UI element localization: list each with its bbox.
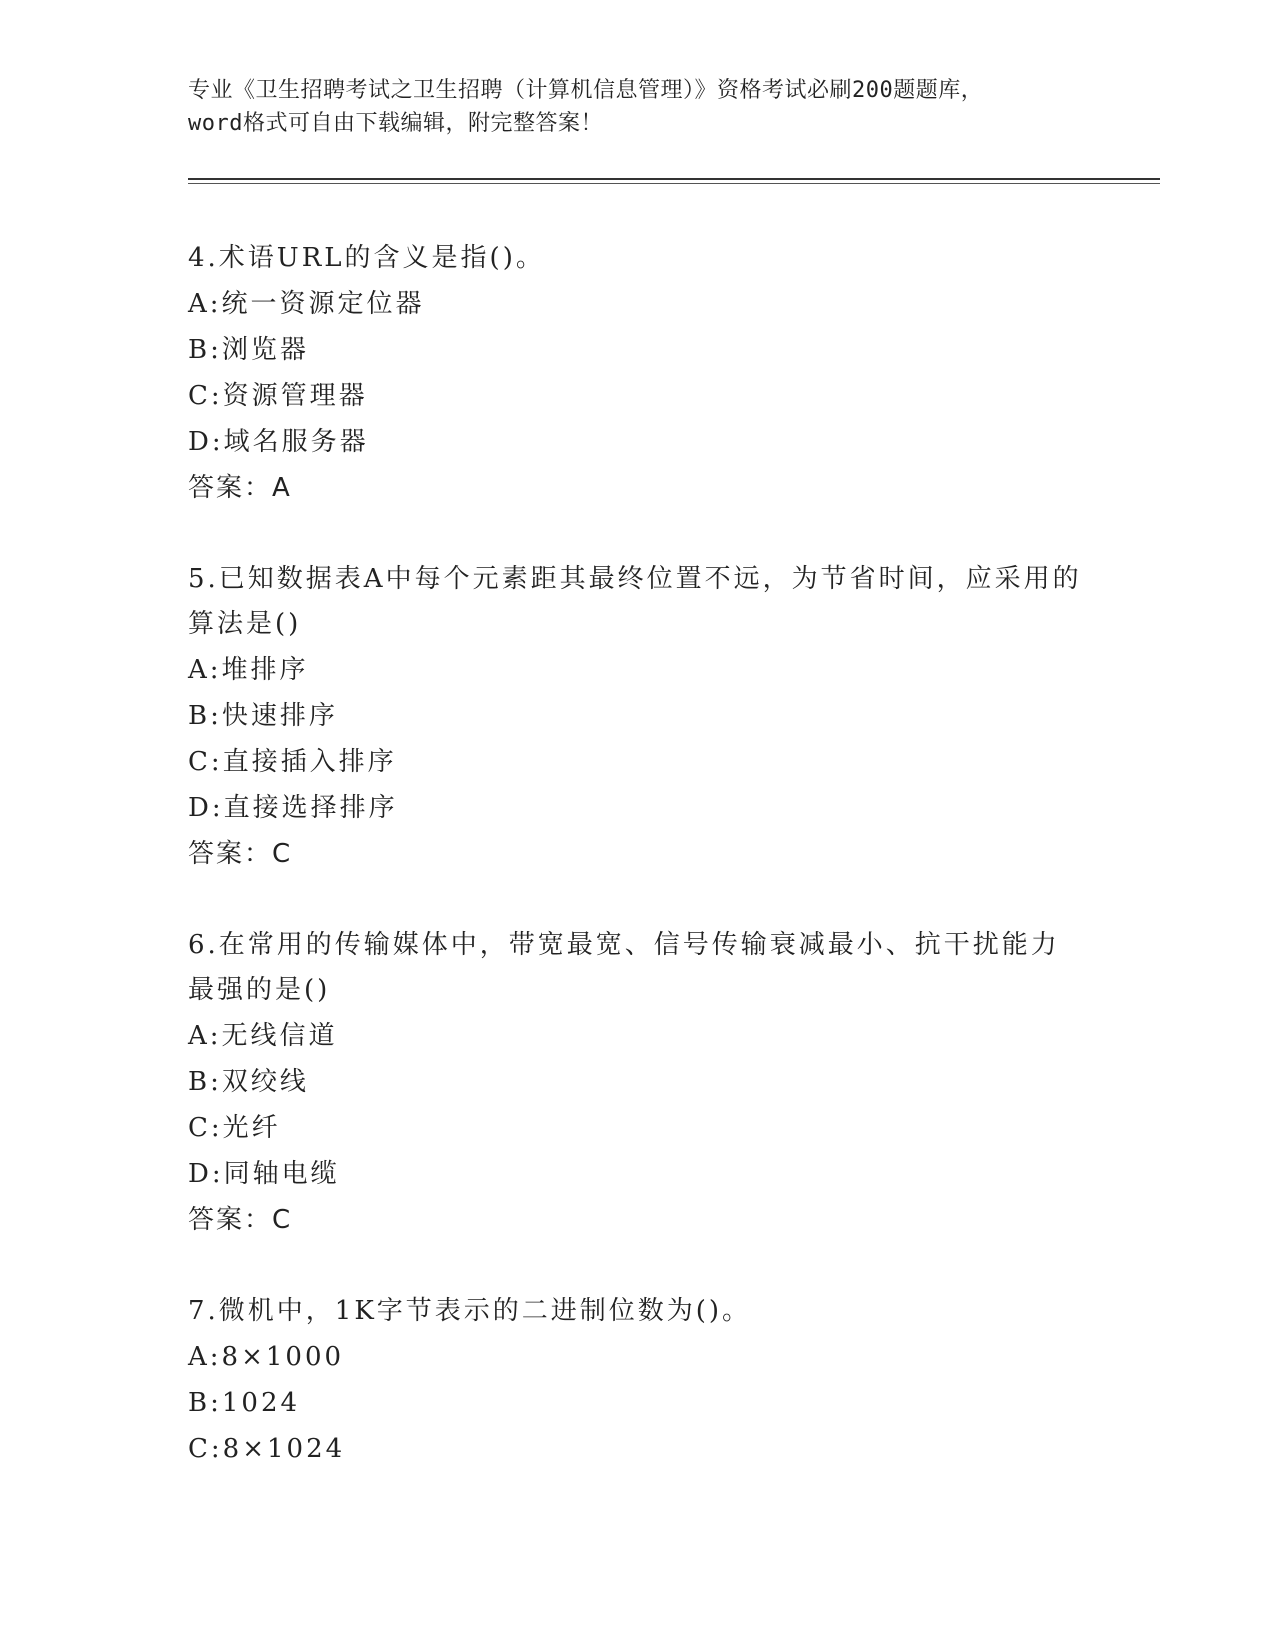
option-d: D:同轴电缆 [188, 1159, 340, 1189]
answer-label: 答案：C [188, 1205, 293, 1235]
header-divider-thick [188, 178, 1160, 180]
question-text: 5.已知数据表A中每个元素距其最终位置不远，为节省时间，应采用的算法是() [188, 564, 1082, 639]
option-a: A:统一资源定位器 [188, 289, 425, 319]
option-d: D:域名服务器 [188, 427, 369, 457]
option-b: B:双绞线 [188, 1067, 309, 1097]
option-c: C:直接插入排序 [188, 747, 397, 777]
option-a: A:无线信道 [188, 1021, 338, 1051]
option-a: A:堆排序 [188, 655, 309, 685]
answer-label: 答案：A [188, 473, 292, 503]
question-text: 4.术语URL的含义是指()。 [188, 243, 545, 273]
option-d: D:直接选择排序 [188, 793, 398, 823]
header-divider-thin [188, 183, 1160, 184]
document-header [188, 74, 1088, 140]
question-4 [188, 236, 1088, 511]
header-line-1: 专业《卫生招聘考试之卫生招聘（计算机信息管理）》资格考试必刷200题题库， [188, 78, 984, 103]
question-6 [188, 923, 1088, 1243]
option-b: B:1024 [188, 1388, 301, 1418]
question-7 [188, 1289, 1088, 1472]
answer-label: 答案：C [188, 839, 293, 869]
option-b: B:浏览器 [188, 335, 309, 365]
option-a: A:8×1000 [188, 1342, 345, 1372]
option-c: C:资源管理器 [188, 381, 368, 411]
question-text: 6.在常用的传输媒体中，带宽最宽、信号传输衰减最小、抗干扰能力最强的是() [188, 930, 1060, 1005]
question-text: 7.微机中，1K字节表示的二进制位数为()。 [188, 1296, 752, 1326]
option-b: B:快速排序 [188, 701, 338, 731]
option-c: C:8×1024 [188, 1434, 346, 1464]
header-line-2: word格式可自由下载编辑，附完整答案！ [188, 111, 603, 136]
option-c: C:光纤 [188, 1113, 281, 1143]
question-list [188, 236, 1088, 1518]
question-5 [188, 557, 1088, 877]
